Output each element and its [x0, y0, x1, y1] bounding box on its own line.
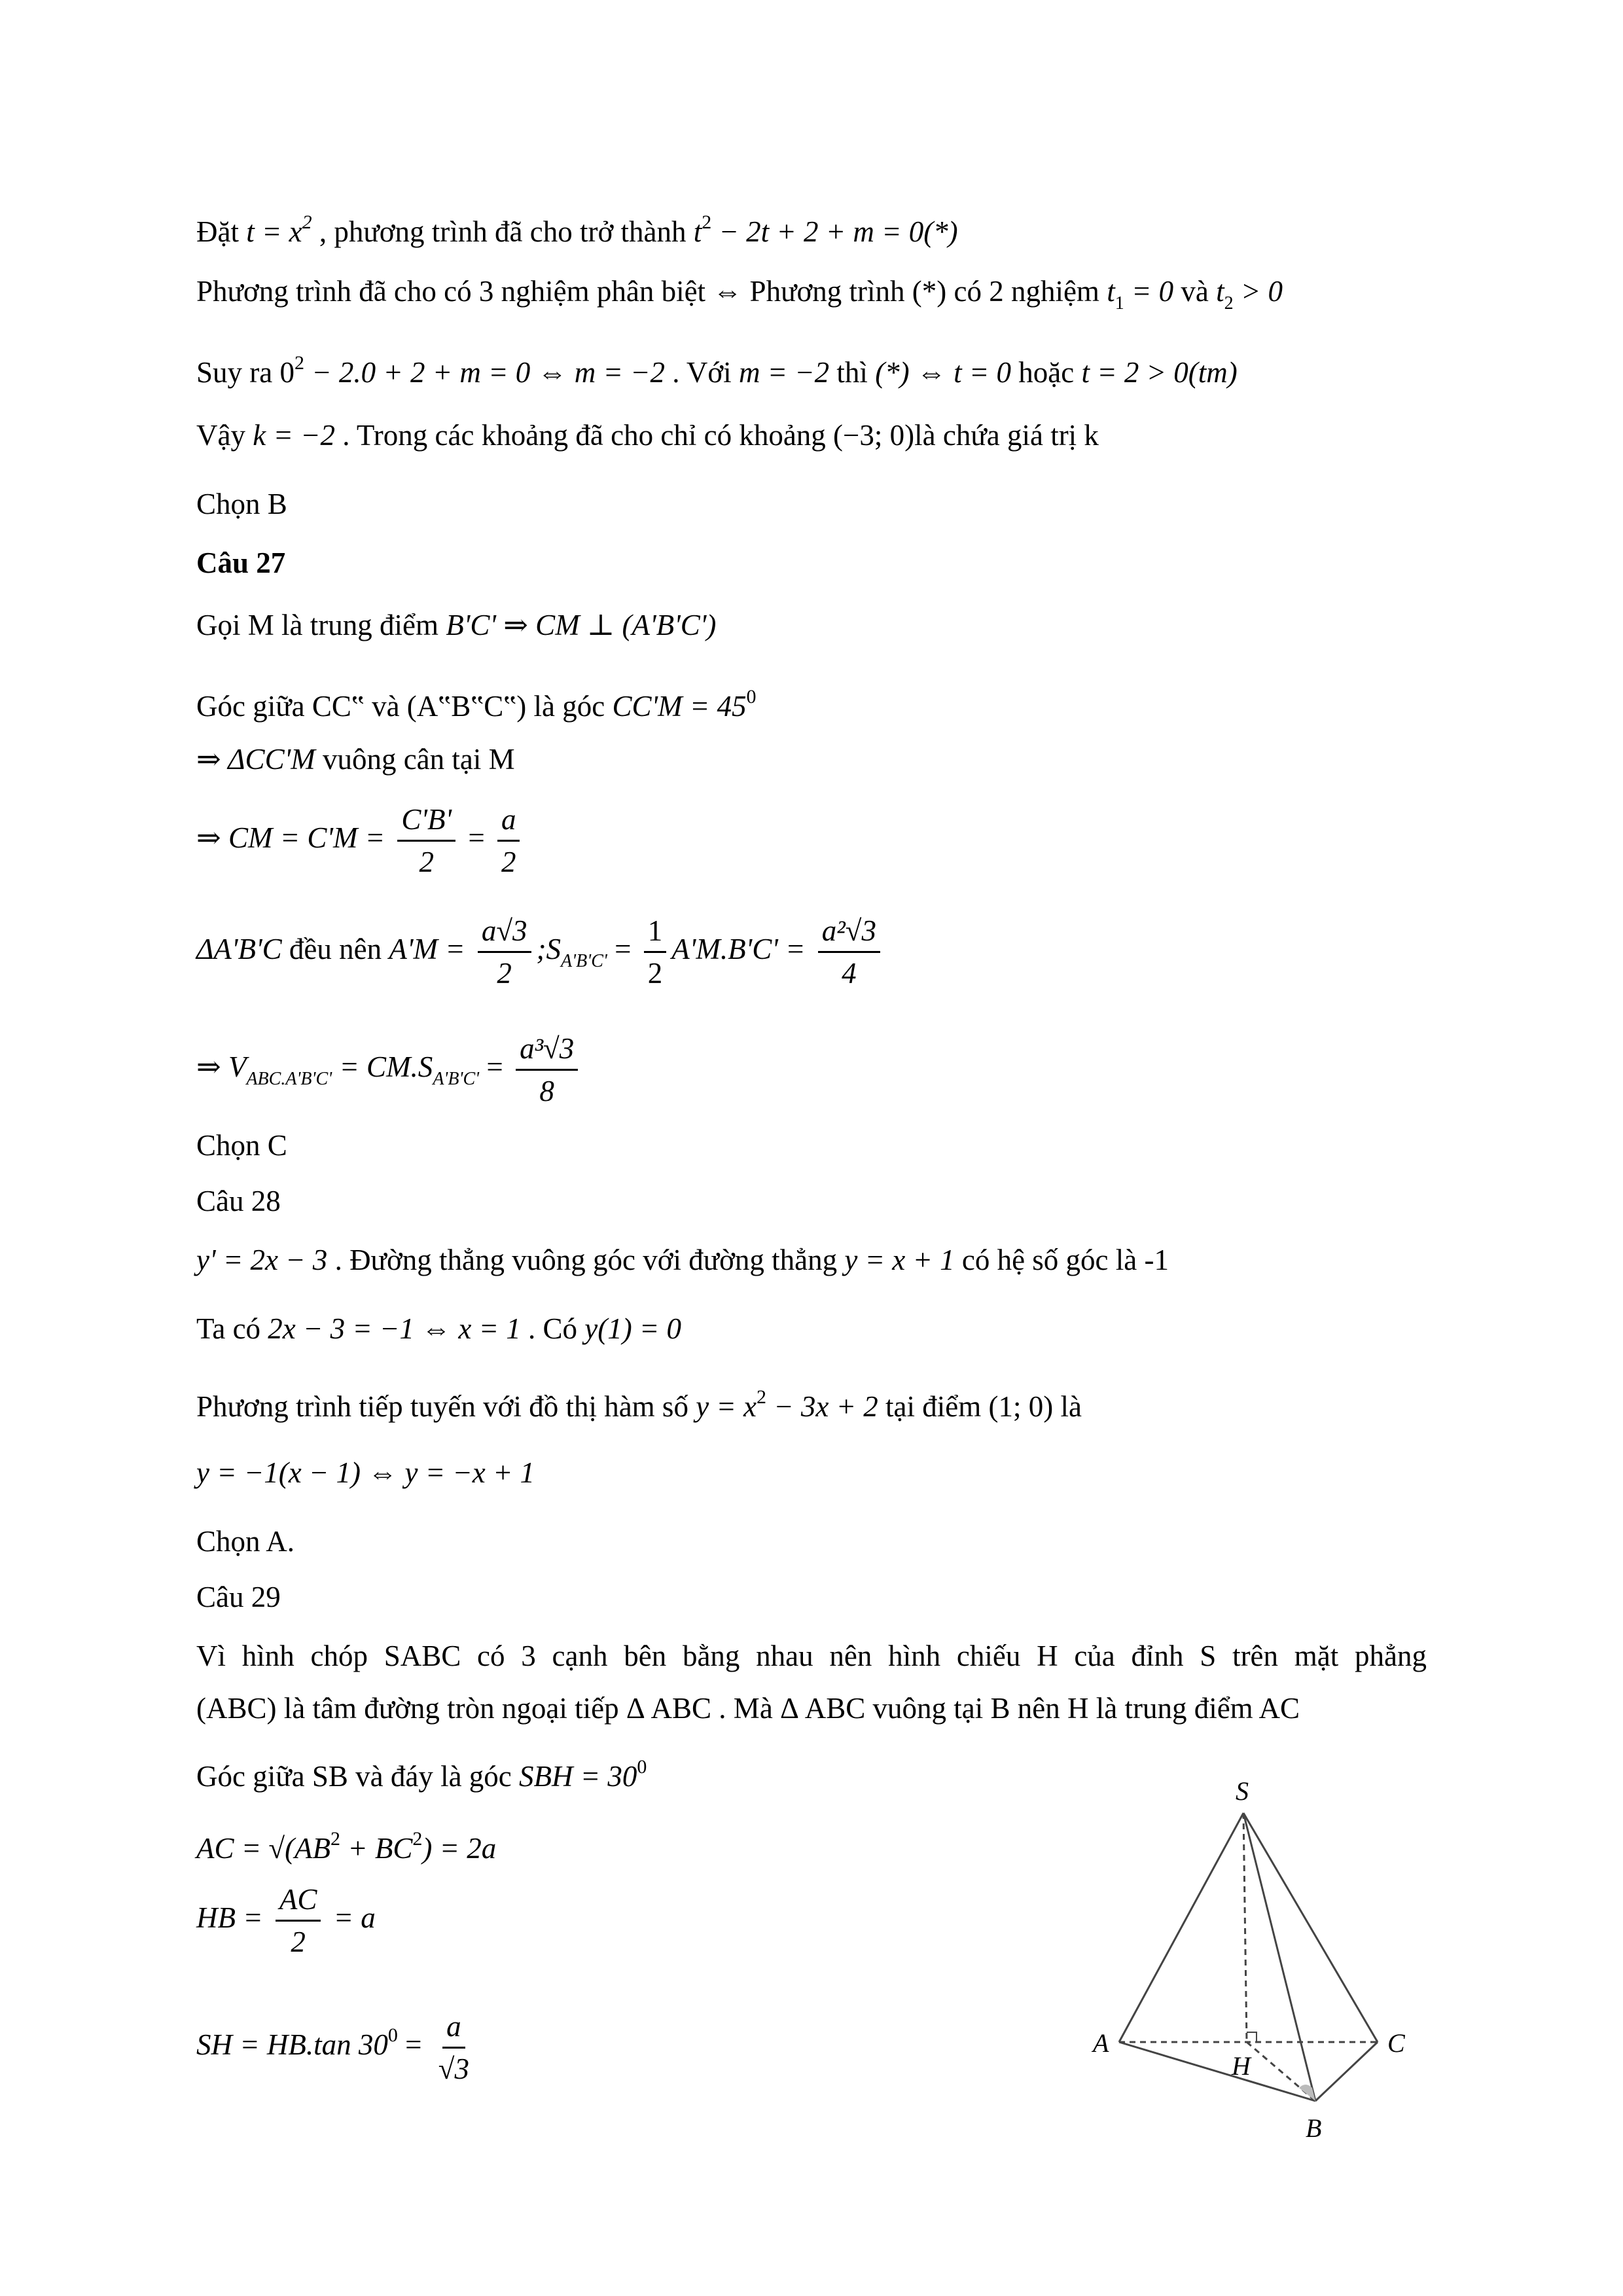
math: ΔA'B'C — [196, 933, 282, 965]
sup: 2 — [757, 1386, 767, 1408]
q28-line-1 — [196, 1240, 1169, 1280]
text: Gọi M là trung điểm — [196, 609, 446, 641]
edge-AB — [1119, 2042, 1315, 2101]
q29-paragraph-2: (ABC) là tâm đường tròn ngoại tiếp Δ ABC . Mà Δ ABC vuông tại B nên H là trung điểm AC — [196, 1692, 1300, 1725]
q29-line-6 — [196, 1990, 478, 2090]
fraction: $\frac{a}{2}$ — [497, 799, 520, 882]
label-H: H — [1232, 2051, 1251, 2081]
math: HB = — [196, 1901, 270, 1934]
text: đều nên — [281, 933, 389, 965]
fraction: $\frac{a}{√3}$ — [435, 2006, 473, 2089]
sub: A'B'C' — [561, 951, 607, 971]
q28-line-2 — [196, 1309, 681, 1348]
q29-line-3 — [196, 1748, 647, 1796]
q29-line-5 — [196, 1872, 376, 1964]
q28-choose: Chọn A. — [196, 1525, 295, 1558]
math: − 3x + 2 — [766, 1390, 878, 1423]
text: và — [1173, 275, 1217, 308]
q27-line-4 — [196, 792, 525, 884]
text: Phương trình đã cho có 3 nghiệm phân biệt ⇔ Phương trình (*) có 2 nghiệm — [196, 275, 1107, 308]
text: Phương trình tiếp tuyến với đồ thị hàm số — [196, 1390, 696, 1423]
math: B'C' ⇒ CM ⊥ (A'B'C') — [446, 609, 717, 641]
height-SH — [1243, 1813, 1247, 2042]
edge-SB — [1243, 1813, 1315, 2101]
text: là — [1053, 1390, 1082, 1423]
math: = 0 — [1124, 275, 1174, 308]
sup: 2 — [302, 211, 312, 233]
math: (1; 0) — [988, 1390, 1054, 1423]
pyramid-diagram — [1047, 1780, 1453, 2179]
pyramid-figure — [1047, 1780, 1453, 2179]
math: ) = 2a — [422, 1832, 497, 1865]
math: t = x — [246, 215, 302, 248]
math: = CM.S — [332, 1050, 433, 1083]
intro-line-1 — [196, 203, 958, 251]
math: 0 — [279, 356, 294, 389]
text: . Có — [520, 1312, 585, 1345]
sup: 2 — [294, 352, 304, 374]
sub: 1 — [1115, 293, 1124, 314]
intro-line-2 — [196, 272, 1283, 323]
q29-title: Câu 29 — [196, 1581, 281, 1613]
math: A'M.B'C' = — [671, 933, 813, 965]
math: y = −1(x − 1) ⇔ y = −x + 1 — [196, 1456, 535, 1489]
math: y = x + 1 — [844, 1244, 955, 1276]
math: ;S — [536, 933, 562, 965]
text: Suy ra — [196, 356, 280, 389]
sup: 2 — [412, 1828, 423, 1850]
math: = a — [326, 1901, 376, 1934]
label-A: A — [1093, 2028, 1109, 2058]
math: ⇒ V — [196, 1050, 247, 1083]
label-B: B — [1306, 2113, 1322, 2143]
text: hoặc — [1011, 356, 1082, 389]
fraction: $\frac{C'B'}{2}$ — [397, 799, 455, 882]
sup: 2 — [330, 1828, 341, 1850]
text: tại điểm — [878, 1390, 989, 1423]
q27-line-5 — [196, 903, 885, 1007]
edge-CB — [1315, 2042, 1378, 2101]
label-C: C — [1387, 2028, 1405, 2058]
text: Vậy — [196, 419, 253, 452]
text: Đặt — [196, 215, 247, 248]
text: , phương trình đã cho trở thành — [312, 215, 694, 248]
sup: 0 — [637, 1756, 647, 1778]
fraction: $\frac{AC}{2}$ — [276, 1879, 321, 1962]
math: CC'M = 45 — [612, 690, 747, 723]
text: . Trong các khoảng đã cho chỉ có khoảng — [334, 419, 834, 452]
text: vuông cân tại M — [315, 743, 515, 776]
q27-line-6 — [196, 1021, 583, 1125]
sub: ABC.A'B'C' — [246, 1069, 332, 1089]
math: = — [479, 1050, 511, 1083]
text: Ta có — [196, 1312, 268, 1345]
intro-choose: Chọn B — [196, 488, 287, 520]
text: . Đường thẳng vuông góc với đường thẳng — [327, 1244, 845, 1276]
q28-line-3 — [196, 1378, 1082, 1426]
math: t — [1107, 275, 1115, 308]
text: là chứa giá trị k — [914, 419, 1099, 452]
q29-line-4 — [196, 1820, 496, 1868]
edge-SA — [1119, 1813, 1243, 2042]
q27-title: Câu 27 — [196, 547, 286, 579]
q28-line-4 — [196, 1453, 535, 1492]
math: y(1) = 0 — [584, 1312, 682, 1345]
math: t — [693, 215, 702, 248]
text: Góc giữa SB và đáy là góc — [196, 1760, 520, 1793]
fraction: $\frac{a√3}{2}$ — [478, 910, 531, 994]
math: − 2.0 + 2 + m = 0 ⇔ m = −2 — [304, 356, 665, 389]
intro-line-4 — [196, 416, 1099, 455]
q27-line-2 — [196, 677, 756, 726]
q28-title: Câu 28 — [196, 1185, 281, 1217]
math: (−3; 0) — [833, 419, 915, 452]
right-angle-mark — [1247, 2032, 1257, 2042]
math: m = −2 — [738, 356, 830, 389]
text: có hệ số góc là -1 — [954, 1244, 1169, 1276]
fraction: $\frac{1}{2}$ — [644, 910, 667, 994]
math: = — [397, 2028, 429, 2061]
math: − 2t + 2 + m = 0(*) — [711, 215, 958, 248]
fraction: $\frac{\text{a³√3}}{8}$ — [516, 1028, 578, 1111]
math: (*) ⇔ t = 0 — [875, 356, 1012, 389]
math: t — [1216, 275, 1224, 308]
q27-choose: Chọn C — [196, 1129, 287, 1162]
text: thì — [829, 356, 876, 389]
math: SBH = 30 — [519, 1760, 637, 1793]
math: ⇒ ΔCC'M — [196, 743, 315, 776]
text: Góc giữa CC‟ và (A‟B‟C‟) là góc — [196, 690, 613, 723]
text: . Với — [664, 356, 739, 389]
edge-SC — [1243, 1813, 1378, 2042]
math: = — [607, 933, 639, 965]
math: AC = √(AB — [196, 1832, 331, 1865]
math: SH = HB.tan 30 — [196, 2028, 388, 2061]
sup: 0 — [387, 2024, 398, 2046]
math: t = 2 > 0(tm) — [1081, 356, 1238, 389]
sub: A'B'C' — [433, 1069, 480, 1089]
math: ⇒ CM = C'M = — [196, 821, 393, 854]
math: y' = 2x − 3 — [196, 1244, 328, 1276]
math: k = −2 — [253, 419, 335, 452]
math: A'M = — [389, 933, 473, 965]
math: = — [468, 821, 492, 854]
math: 2x − 3 = −1 ⇔ x = 1 — [268, 1312, 521, 1345]
fraction: $\frac{\text{a²√3}}{4}$ — [818, 910, 880, 994]
q27-line-1 — [196, 605, 716, 645]
label-S: S — [1236, 1780, 1249, 1806]
sub: 2 — [1224, 293, 1234, 314]
math: > 0 — [1233, 275, 1283, 308]
sup: 2 — [702, 211, 712, 233]
sup: 0 — [746, 686, 757, 708]
intro-line-3 — [196, 344, 1238, 392]
math: + BC — [340, 1832, 413, 1865]
q27-line-3 — [196, 740, 515, 779]
q29-paragraph-1: Vì hình chóp SABC có 3 cạnh bên bằng nhau nên hình chiếu H của đỉnh S trên mặt phẳng — [196, 1640, 1427, 1672]
math: y = x — [696, 1390, 757, 1423]
